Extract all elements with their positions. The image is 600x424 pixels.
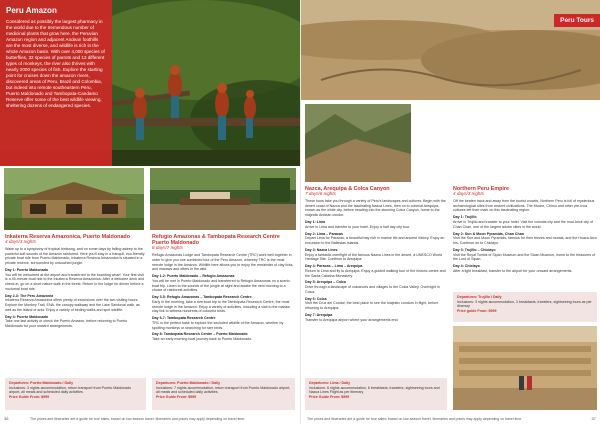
page-footer: The prices and itineraries are a guide for tour sales; based on low-season travel. Itineraries and prices may apply depending on travel time. (30, 417, 246, 421)
day-text: Arrive in Lima and transfer to your hotel. Enjoy a half day city tour. (305, 224, 410, 229)
day-text: Visit the Sun and Moon Pyramids, famous for their friezes and murals, and the Huaca Arco Iris. Continue on to Chiclayo. (453, 236, 597, 245)
tour-nazca-arequipa-colca (305, 186, 447, 374)
day-text: Enjoy a fantastic overflight of the famous Nazca Lines in the desert, a UNESCO World Heritage Site. Continue to Arequipa. (305, 252, 442, 262)
day-text: Visit the Royal Tombs of Sipan Museum and the Sican Museum, home to the treasures of the Lord of Sipan. (453, 252, 596, 262)
tour-duration: 4 days/3 nights (5, 239, 36, 245)
photo-lodge (4, 168, 144, 230)
page-number: 36 (4, 416, 9, 421)
day-heading: Day 4: Paracas – Lima – Arequipa (305, 264, 363, 269)
day-heading: Day 5: Arequipa – Colca (305, 280, 347, 285)
tour-intro: Wake up to a symphony of tropical birdsong, and on some days by falling asleep to the powerful soft sounds of the Amazon rainforest. Here you'll stay in a tranquil, eco-friendly private boat ride from Puerto Maldonado, Inkaterra Reserva Amazonica is situated in a private reserve, surrounded by untouched jungle. (5, 246, 145, 266)
day-text: Inkaterra Reserva Amazonica offers plenty of excursions over the two visiting hours. Explore the Monkey Trail, ENA, the canopy walkway and the Lake Sandoval walk, as well as the island of ants. Enjoy a variety of birding walks and spot wildlife. (5, 298, 140, 312)
day-heading: Day 4: Puerto Maldonado (5, 314, 49, 319)
day-heading: Day 6: Colca (305, 296, 327, 301)
inclusions: Inclusions: 3 nights accommodation, 3 breakfasts, transfers, sightseeing tours as per itinerary (457, 299, 592, 309)
day-heading: Day 4: Chiclayo (453, 264, 480, 269)
day-heading: Day 1: Trujillo (453, 215, 477, 220)
tour-info-box (5, 378, 146, 410)
tour-info-box (453, 292, 597, 322)
day-heading: Day 1-2: Puerto Maldonado – Refugio Amazonas (152, 274, 235, 279)
day-heading: Day 6-7: Tambopata Research Centre (152, 316, 216, 321)
page-number: 37 (591, 416, 596, 421)
tour-info-box (152, 378, 295, 410)
tour-title: Nazca, Arequipa & Colca Canyon (305, 186, 390, 192)
day-text: Take an early morning boat journey back to Puerto Maldonado. (152, 337, 253, 342)
tour-title: Northern Peru Empire (453, 186, 510, 192)
day-heading: Day 2: Sun & Moon Pyramids, Chan Chan (453, 231, 524, 236)
tour-duration: 7 days/6 nights (305, 191, 336, 197)
tour-title: Refugio Amazonas & Tambopata Research Centre Puerto Maldonado (152, 234, 280, 247)
inclusions: Inclusions: 6 nights accommodation, 6 breakfasts, transfers, sightseeing tours and Nazca Lines Flight as per itinerary (309, 385, 440, 395)
day-text: You will be met in Puerto Maldonado and transferred to Refugio Amazonas on a scenic boat trip. Listen to the sounds of the jungle at night and awake the next morning to a choice of rainforest activities. (152, 278, 290, 293)
price-guide: Price guide From: $999 (457, 308, 497, 313)
day-text: Early in the morning, take a riverboat trip to the Tambopata Research Centre, the most remote lodge in the Amazon. Enjoy a variety of activities, including a visit to the macaw clay lick to witness hundreds of colourful birds. (152, 299, 290, 314)
right-page (300, 0, 600, 424)
tour-duration: 8 days/7 nights (152, 245, 183, 251)
day-text: Return to Lima and fly to Arequipa. Enjoy a guided walking tour of the historic centre and the Santa Catalina Monastery. (305, 268, 446, 278)
tour-title: Inkaterra Reserva Amazonica, Puerto Maldonado (5, 234, 131, 240)
price-guide: Price Guide From: $999 (156, 394, 197, 399)
day-text: Transfer to Arequipa airport where your arrangements end. (305, 317, 399, 322)
inclusions: Inclusions: 7 nights accommodation, return transport from Puerto Maldonado airport, all meals and scheduled daily activities (156, 385, 291, 395)
page-footer: The prices and itineraries are a guide for tour sales; based on low-season travel. Itineraries and prices may apply depending on travel time. (307, 417, 523, 421)
departures: Departures: Puerto Maldonado / Daily (156, 381, 221, 385)
photo-river-boat (150, 168, 296, 230)
day-text: Visit the Cruz del Condor, the best place to see the majestic condors in flight, before returning to Arequipa. (305, 301, 439, 311)
price-guide: Price Guide From: $999 (309, 394, 350, 399)
tour-duration: 4 days/3 nights (453, 191, 484, 197)
tour-intro: Off the beaten track and away from the tourist crowds, Northern Peru is full of mysterious archaeological sites from ancient civilizations. The Moche, Chimu and other pre-Inca cultures left their mark on this fascinating region. (453, 198, 595, 213)
photo-colca-canyon (305, 104, 411, 182)
day-heading: Day 3-5: Refugio Amazonas – Tambopata Research Centre (152, 295, 252, 300)
section-tab: Peru Tours (554, 14, 600, 27)
day-text: TRC is the perfect base to explore the secluded wildlife of the Amazon, whether by spotting monkeys or searching for rare birds. (152, 320, 284, 330)
departures: Departures: Puerto Maldonado / Daily (9, 381, 74, 385)
tour-intro: Refugio Amazonas Lodge and Tambopata Research Centre (TRC) work well together in order to give you one combined tour of the Peru Amazon, whereby TRC is the most remote lodge in the Amazon. Wildlife here allows you to enjoy the remainder of clay licks, and macaws and otters in the wild. (152, 253, 294, 272)
hero-photo-macaws (0, 0, 300, 166)
day-heading: Day 8: Tambopata Research Centre – Puerto Maldonado (152, 332, 248, 337)
price-guide: Price Guide From: $999 (9, 394, 50, 399)
day-text: After a light breakfast, transfer to the airport for your onward arrangements. (453, 268, 573, 273)
region-title: Peru Amazon (6, 6, 57, 15)
region-intro-text: Considered as possibly the largest pharmacy in the world due to the tremendous number of medicinal plants that grow here, the Peruvian Amazon region and adjacent Andean foothills are the most diverse, and wildlife is rich in the whole Amazon basin. With over 4,000 species of butterflies, 32 species of parrots and 13 different types of monkeys, the river also thrives with nearly 2000 species of fish. Explore the starting point for cruises down the amazon rivers, discovered areas of Peru, Brazil and Colombia, but indeed into remote southeastern Peru, Puerto Maldonado and Tambopata-Candamo Reserve offer some of the best wildlife viewing, sheltering dozens of endangered species. (6, 19, 105, 108)
day-heading: Day 1: Puerto Maldonado (5, 267, 49, 272)
day-heading: Day 1: Lima (305, 219, 326, 224)
departures: Departures: Lima / Daily (309, 381, 351, 385)
day-text: Take one last activity or check the Puerto Amazon, before returning to Puerto Maldonado for your onward arrangements. (5, 319, 128, 329)
day-text: You will be welcomed at the airport and transferred to the boarding wharf. Your first visit is a 45-minute boat ride to the Inkaterra Reserva Amazonica. After a welcome drink and check-in, go on a short nature walk in the forest. Return to the lodge for dinner before a nocturnal boat ride. (5, 272, 145, 291)
departures: Departures: Trujillo / Daily (457, 295, 502, 299)
day-heading: Day 3: Trujillo – Chiclayo (453, 247, 496, 252)
day-heading: Day 2: Lima – Paracas (305, 231, 343, 236)
intro-panel (0, 0, 112, 166)
tour-refugio-amazonas (152, 234, 295, 374)
tour-info-box (305, 378, 447, 410)
day-text: Drive through a landscape of volcanoes and villages to the Colca Valley. Overnight in Colca. (305, 285, 440, 294)
photo-chan-chan-ruins (453, 326, 597, 410)
tour-inkaterra (5, 234, 146, 374)
tour-intro: These tours take you through a variety of Peru's landscapes and cultures. Begin with the desert coast of Nazca and the fascinating Nazca Lines, then on to colonial Arequipa, known as the white city, before heading into the stunning Colca Canyon, home to the majestic Andean condor. (305, 198, 446, 218)
inclusions: Inclusions: 3 nights accommodation, return transport from Puerto Maldonado airport, all meals and scheduled daily activities (9, 385, 132, 395)
day-heading: Day 3: Nazca Lines (305, 247, 338, 252)
day-heading: Day 2-3: The Peru Amazonia (5, 293, 54, 298)
day-text: Depart Lima for Paracas, a beautiful bay rich in marine life and ancient history. Enjoy an excursion to the Ballestas Islands. (305, 236, 445, 245)
day-heading: Day 7: Arequipa (305, 312, 333, 317)
day-text: Arrive in Trujillo and transfer to your hotel. Visit the colonial city and the mud-brick city of Chan Chan, one of the largest adobe cities in the world. (453, 219, 593, 229)
tour-northern-peru-empire (453, 186, 597, 290)
